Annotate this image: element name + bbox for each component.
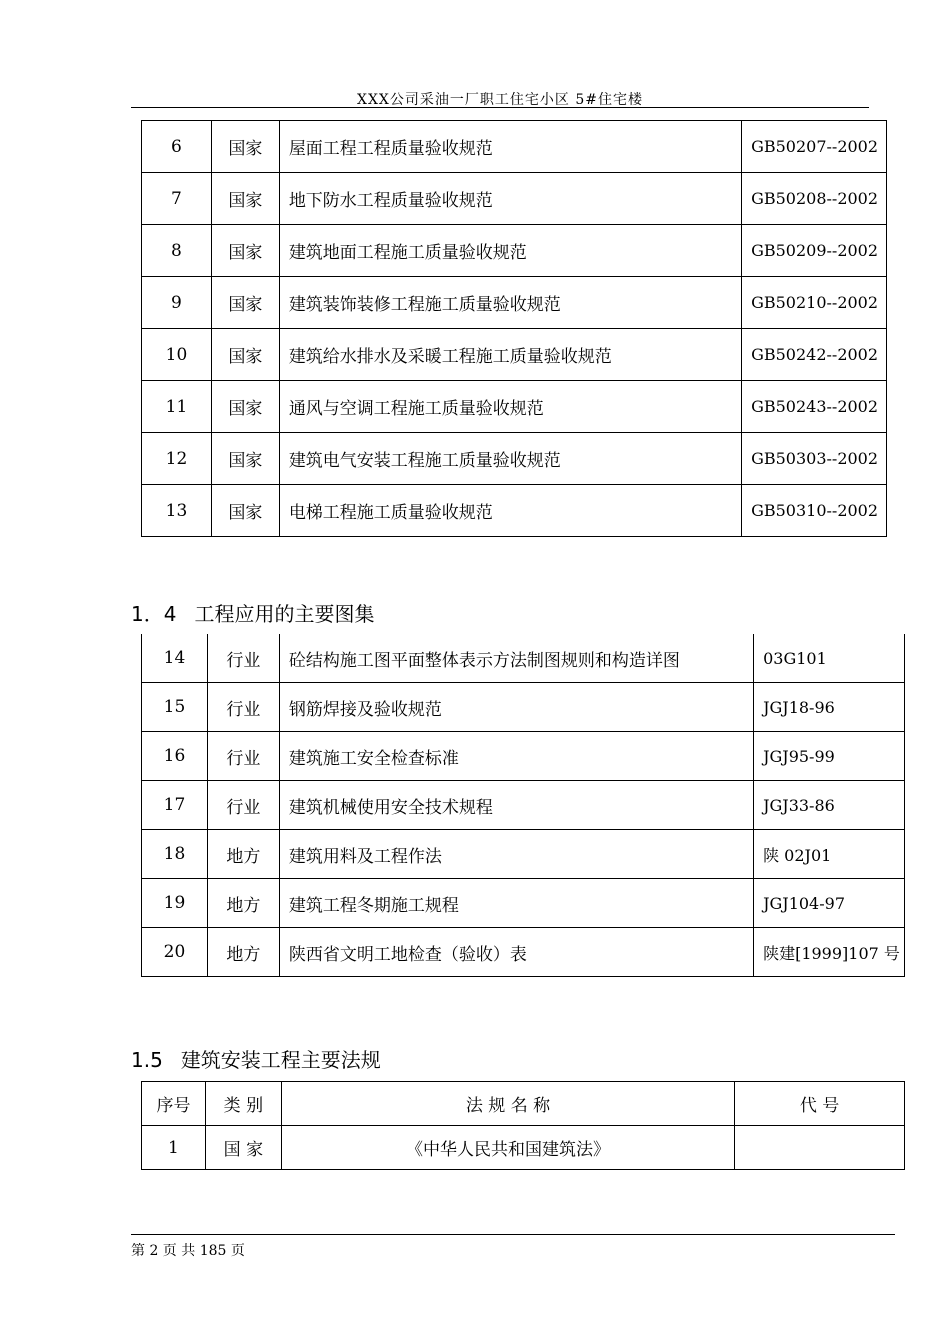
table-header-row [142, 1082, 905, 1126]
row-code: JGJ95-99 [754, 732, 905, 781]
page-header-title: XXX公司采油一厂职工住宅小区 5#住宅楼 [357, 92, 643, 108]
section-number: 1．4 [131, 602, 177, 626]
row-code: 陕建[1999]107 号 [754, 928, 905, 977]
row-number: 16 [142, 732, 208, 781]
header-type: 类 别 [205, 1082, 281, 1126]
row-code: GB50303--2002 [742, 433, 887, 485]
row-name: 建筑地面工程施工质量验收规范 [279, 225, 741, 277]
row-name: 建筑用料及工程作法 [279, 830, 753, 879]
header-name: 法 规 名 称 [281, 1082, 734, 1126]
row-type: 地方 [207, 879, 279, 928]
row-type: 国家 [211, 485, 279, 537]
row-code: GB50207--2002 [742, 121, 887, 173]
row-code: GB50210--2002 [742, 277, 887, 329]
row-name: 陕西省文明工地检查（验收）表 [279, 928, 753, 977]
table-row [142, 732, 905, 781]
row-type: 国家 [211, 121, 279, 173]
table-row [142, 683, 905, 732]
row-number: 1 [142, 1126, 206, 1170]
row-number: 7 [142, 173, 212, 225]
row-number: 12 [142, 433, 212, 485]
row-name: 屋面工程工程质量验收规范 [279, 121, 741, 173]
row-number: 20 [142, 928, 208, 977]
row-type: 国家 [211, 225, 279, 277]
row-name: 建筑给水排水及采暖工程施工质量验收规范 [279, 329, 741, 381]
section-number: 1.5 [131, 1048, 163, 1072]
row-type: 国家 [211, 381, 279, 433]
table-row [142, 1126, 905, 1170]
row-type: 地方 [207, 928, 279, 977]
header-no: 序号 [142, 1082, 206, 1126]
row-code: JGJ18-96 [754, 683, 905, 732]
row-type: 国家 [211, 173, 279, 225]
row-type: 行业 [207, 634, 279, 683]
header-divider [131, 107, 869, 108]
section-title: 工程应用的主要图集 [194, 602, 375, 626]
row-type: 国 家 [205, 1126, 281, 1170]
row-name: 地下防水工程质量验收规范 [279, 173, 741, 225]
row-type: 国家 [211, 433, 279, 485]
row-code: 陕 02J01 [754, 830, 905, 879]
section-heading-1-5 [131, 1044, 381, 1073]
table-row [142, 781, 905, 830]
row-type: 地方 [207, 830, 279, 879]
row-number: 10 [142, 329, 212, 381]
row-number: 14 [142, 634, 208, 683]
atlas-table [141, 634, 905, 977]
row-number: 17 [142, 781, 208, 830]
section-title: 建筑安装工程主要法规 [180, 1048, 381, 1072]
page-footer: 第 2 页 共 185 页 [131, 1243, 245, 1259]
row-code: GB50310--2002 [742, 485, 887, 537]
row-type: 国家 [211, 329, 279, 381]
row-code: GB50208--2002 [742, 173, 887, 225]
table-row [142, 173, 887, 225]
table-row [142, 830, 905, 879]
row-name: 通风与空调工程施工质量验收规范 [279, 381, 741, 433]
row-name: 建筑机械使用安全技术规程 [279, 781, 753, 830]
row-name: 电梯工程施工质量验收规范 [279, 485, 741, 537]
row-name: 建筑装饰装修工程施工质量验收规范 [279, 277, 741, 329]
row-code: GB50209--2002 [742, 225, 887, 277]
row-number: 6 [142, 121, 212, 173]
row-type: 行业 [207, 732, 279, 781]
row-number: 9 [142, 277, 212, 329]
row-name: 建筑工程冬期施工规程 [279, 879, 753, 928]
row-code: GB50243--2002 [742, 381, 887, 433]
row-number: 13 [142, 485, 212, 537]
section-heading-1-4 [131, 598, 374, 627]
row-name: 钢筋焊接及验收规范 [279, 683, 753, 732]
row-number: 19 [142, 879, 208, 928]
row-number: 11 [142, 381, 212, 433]
row-code: JGJ104-97 [754, 879, 905, 928]
row-name: 建筑电气安装工程施工质量验收规范 [279, 433, 741, 485]
row-name: 砼结构施工图平面整体表示方法制图规则和构造详图 [279, 634, 753, 683]
table-row [142, 928, 905, 977]
row-code: JGJ33-86 [754, 781, 905, 830]
row-code [735, 1126, 905, 1170]
footer-divider [131, 1234, 895, 1235]
row-code: 03G101 [754, 634, 905, 683]
table-row [142, 277, 887, 329]
table-row [142, 121, 887, 173]
table-row [142, 879, 905, 928]
table-row [142, 485, 887, 537]
row-type: 行业 [207, 781, 279, 830]
row-number: 15 [142, 683, 208, 732]
row-number: 18 [142, 830, 208, 879]
row-number: 8 [142, 225, 212, 277]
standards-table-1 [141, 120, 887, 537]
table-row [142, 225, 887, 277]
table-row [142, 381, 887, 433]
table-row [142, 433, 887, 485]
regulations-table [141, 1081, 905, 1170]
table-row [142, 634, 905, 683]
row-type: 行业 [207, 683, 279, 732]
header-code: 代 号 [735, 1082, 905, 1126]
row-name: 《中华人民共和国建筑法》 [281, 1126, 734, 1170]
row-name: 建筑施工安全检查标准 [279, 732, 753, 781]
table-row [142, 329, 887, 381]
row-type: 国家 [211, 277, 279, 329]
row-code: GB50242--2002 [742, 329, 887, 381]
